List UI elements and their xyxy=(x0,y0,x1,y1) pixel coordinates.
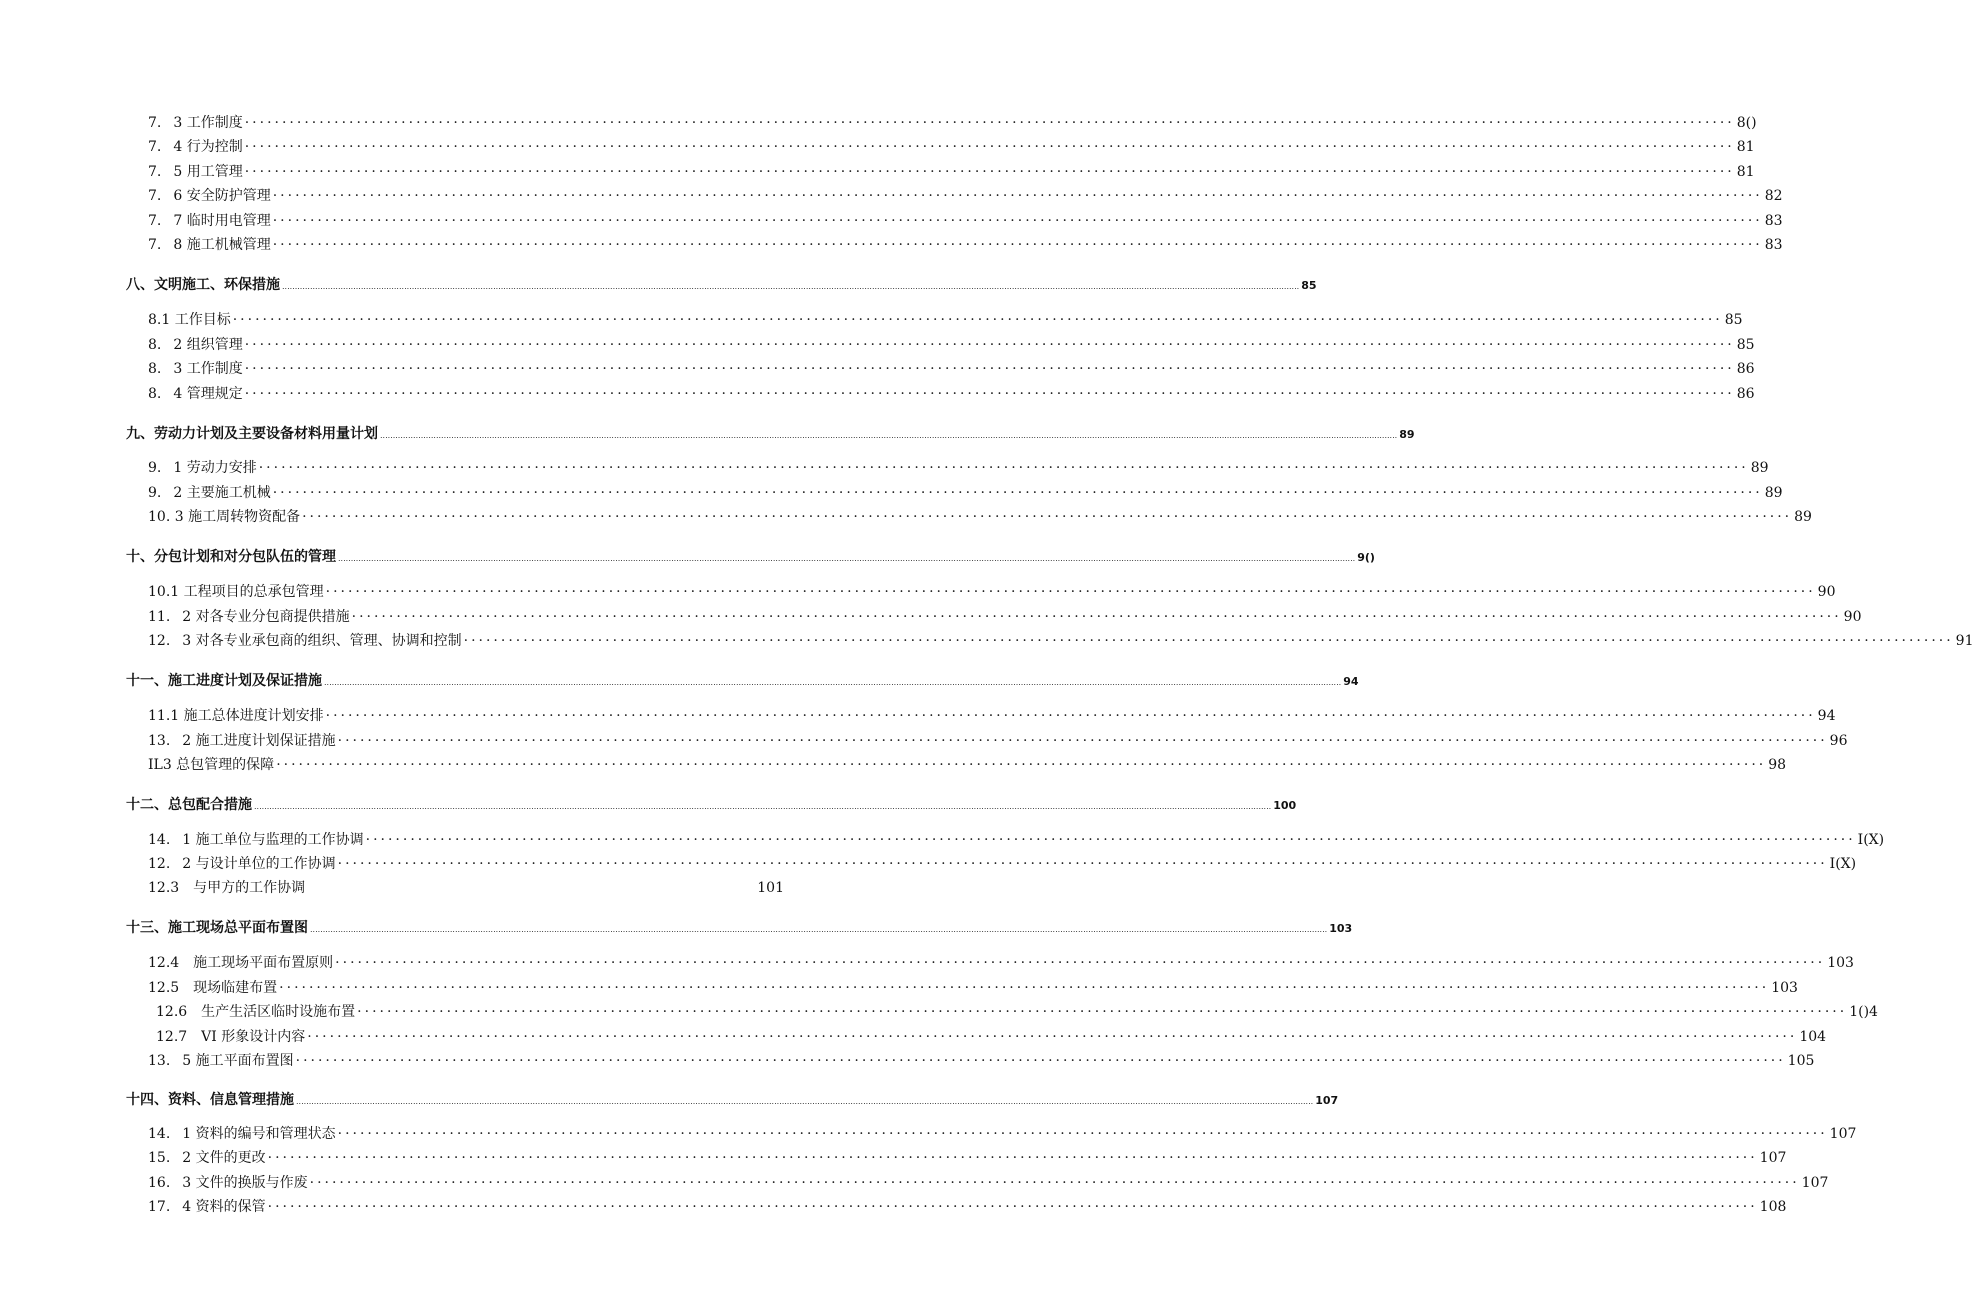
dot-leader: ................................................................................................................................................................................................................................................................................................................................................................................................................ xyxy=(296,1097,1314,1106)
toc-section-entry[interactable] xyxy=(126,1090,1339,1110)
entry-title: 十、分包计划和对分包队伍的管理 xyxy=(126,549,336,565)
page-number: 103 xyxy=(1827,955,1854,971)
dot-leader: ········································································································································································································ xyxy=(244,337,1735,353)
entry-title: IL3 总包管理的保障 xyxy=(148,757,275,773)
page-number: 89 xyxy=(1794,509,1812,525)
dot-leader: ········································································································································································································ xyxy=(244,139,1735,155)
toc-subsection-entry[interactable] xyxy=(148,458,1769,478)
page-number: 100 xyxy=(1273,799,1297,812)
page-number: 94 xyxy=(1817,708,1836,724)
entry-number: 12. xyxy=(148,856,171,872)
dot-leader: ········································································································································································································ xyxy=(279,980,1770,996)
toc-subsection-entry[interactable] xyxy=(148,359,1755,379)
entry-number: 8. xyxy=(148,386,162,402)
dot-leader: ········································································································································································································ xyxy=(272,188,1763,204)
page-number: 105 xyxy=(1787,1053,1815,1069)
entry-title: 现场临建布置 xyxy=(193,980,278,996)
entry-number: 15. xyxy=(148,1150,171,1166)
entry-number: 13. xyxy=(148,733,171,749)
entry-number: 7. xyxy=(148,188,162,204)
entry-title: 6 安全防护管理 xyxy=(173,188,271,204)
entry-title: 2 与设计单位的工作协调 xyxy=(182,856,336,872)
entry-title: 施工现场平面布置原则 xyxy=(193,955,334,971)
entry-title: 2 组织管理 xyxy=(173,337,243,353)
toc-subsection-entry[interactable] xyxy=(148,235,1783,255)
entry-title: 十三、施工现场总平面布置图 xyxy=(126,920,308,936)
toc-subsection-entry[interactable] xyxy=(148,211,1783,231)
entry-title: 10. 3 施工周转物资配备 xyxy=(148,509,301,525)
entry-number: 7. xyxy=(148,237,162,253)
entry-title: 3 文件的换版与作废 xyxy=(182,1175,308,1191)
dot-leader: ········································································································································································································ xyxy=(244,115,1735,131)
page-number: 89 xyxy=(1750,460,1769,476)
page-number: I(X) xyxy=(1829,856,1857,872)
dot-leader: ········································································································································································································ xyxy=(463,633,1954,649)
page-number: 107 xyxy=(1759,1150,1787,1166)
toc-subsection-entry[interactable] xyxy=(148,162,1755,182)
dot-leader: ................................................................................................................................................................................................................................................................................................................................................................................................................ xyxy=(310,925,1328,934)
toc-subsection-entry[interactable] xyxy=(148,830,1885,850)
toc-subsection-entry[interactable] xyxy=(148,978,1798,998)
toc-subsection-entry[interactable] xyxy=(148,953,1854,973)
page-number: 82 xyxy=(1764,188,1783,204)
toc-subsection-entry[interactable] xyxy=(148,582,1836,602)
toc-subsection-entry[interactable] xyxy=(148,607,1862,627)
entry-number: 11. xyxy=(148,609,171,625)
dot-leader: ········································································································································································································ xyxy=(267,1199,1758,1215)
entry-title: 3 工作制度 xyxy=(173,115,243,131)
page-number: 86 xyxy=(1736,386,1755,402)
entry-number: 12.4 xyxy=(148,955,180,971)
dot-leader: ········································································································································································································ xyxy=(309,1175,1800,1191)
entry-title: 十二、总包配合措施 xyxy=(126,797,252,813)
toc-subsection-entry[interactable] xyxy=(148,310,1743,330)
page-number: 103 xyxy=(1329,922,1353,935)
entry-title: 3 对各专业承包商的组织、管理、协调和控制 xyxy=(182,633,462,649)
toc-subsection-entry[interactable] xyxy=(148,755,1787,775)
entry-title: 7 临时用电管理 xyxy=(173,213,271,229)
toc-subsection-entry[interactable] xyxy=(148,1124,1857,1144)
page-number: 107 xyxy=(1801,1175,1829,1191)
entry-number: 17. xyxy=(148,1199,171,1215)
entry-number: 13. xyxy=(148,1053,171,1069)
entry-title: 11.1 施工总体进度计划安排 xyxy=(148,708,324,724)
dot-leader: ········································································································································································································ xyxy=(276,757,1767,773)
entry-title: 2 对各专业分包商提供措施 xyxy=(182,609,350,625)
entry-title: 2 主要施工机械 xyxy=(173,485,271,501)
entry-title: 1 资料的编号和管理状态 xyxy=(182,1126,336,1142)
toc-section-entry[interactable] xyxy=(126,275,1317,295)
page-number: 81 xyxy=(1736,164,1755,180)
toc-subsection-entry[interactable] xyxy=(148,1197,1787,1217)
page-number: 104 xyxy=(1799,1029,1827,1045)
dot-leader: ................................................................................................................................................................................................................................................................................................................................................................................................................ xyxy=(380,431,1398,440)
entry-title: 2 施工进度计划保证措施 xyxy=(182,733,336,749)
dot-leader: ········································································································································································································ xyxy=(272,213,1763,229)
page-number: 91 xyxy=(1955,633,1974,649)
entry-title: 生产生活区临时设施布置 xyxy=(201,1004,356,1020)
entry-number: 16. xyxy=(148,1175,171,1191)
page-number: 103 xyxy=(1771,980,1798,996)
dot-leader: ········································································································································································································ xyxy=(244,164,1735,180)
entry-number: 7. xyxy=(148,164,162,180)
dot-leader: ········································································································································································································ xyxy=(335,955,1826,971)
entry-number: 7. xyxy=(148,115,162,131)
page-number: 89 xyxy=(1399,428,1415,441)
entry-number: 7. xyxy=(148,213,162,229)
toc-subsection-entry[interactable] xyxy=(148,137,1755,157)
toc-subsection-entry[interactable] xyxy=(148,1173,1829,1193)
dot-leader: ········································································································································································································ xyxy=(295,1053,1786,1069)
toc-subsection-entry[interactable] xyxy=(148,186,1783,206)
entry-title: 十四、资料、信息管理措施 xyxy=(126,1092,294,1108)
page-number: 96 xyxy=(1829,733,1848,749)
entry-number: 12.7 xyxy=(156,1029,188,1045)
toc-subsection-entry[interactable] xyxy=(148,1148,1787,1168)
entry-title: 10.1 工程项目的总承包管理 xyxy=(148,584,324,600)
entry-number: 8. xyxy=(148,337,162,353)
toc-subsection-entry[interactable] xyxy=(148,113,1757,133)
page-number: 85 xyxy=(1736,337,1755,353)
toc-section-entry[interactable] xyxy=(126,424,1415,444)
entry-title: 1 施工单位与监理的工作协调 xyxy=(182,832,364,848)
entry-number: 12.6 xyxy=(156,1004,188,1020)
entry-title: 4 资料的保管 xyxy=(182,1199,266,1215)
entry-title: 4 管理规定 xyxy=(173,386,243,402)
entry-title: 与甲方的工作协调 xyxy=(193,880,306,896)
entry-number: 9. xyxy=(148,460,162,476)
toc-subsection-entry[interactable] xyxy=(148,384,1755,404)
page-number: 86 xyxy=(1736,361,1755,377)
page-number: 83 xyxy=(1764,237,1783,253)
entry-title: 八、文明施工、环保措施 xyxy=(126,277,280,293)
page-number: 1()4 xyxy=(1849,1004,1878,1020)
page-number: 90 xyxy=(1817,584,1836,600)
page-number: 81 xyxy=(1736,139,1755,155)
dot-leader: ................................................................................................................................................................................................................................................................................................................................................................................................................ xyxy=(324,678,1342,687)
dot-leader: ................................................................................................................................................................................................................................................................................................................................................................................................................ xyxy=(338,554,1356,563)
entry-number: 12.3 xyxy=(148,880,180,896)
page-number: 9() xyxy=(1357,551,1375,564)
dot-leader: ········································································································································································································ xyxy=(244,386,1735,402)
entry-number: 14. xyxy=(148,1126,171,1142)
dot-leader: ········································································································································································································ xyxy=(337,856,1828,872)
toc-section-entry[interactable] xyxy=(126,918,1353,938)
page-number: 107 xyxy=(1315,1094,1339,1107)
page-number: 85 xyxy=(1724,312,1743,328)
toc-subsection-entry[interactable] xyxy=(148,878,784,898)
page-number: 101 xyxy=(757,880,784,896)
page-number: 83 xyxy=(1764,213,1783,229)
toc-subsection-entry[interactable] xyxy=(156,1002,1878,1022)
toc-subsection-entry[interactable] xyxy=(148,1051,1815,1071)
entry-title: 3 工作制度 xyxy=(173,361,243,377)
entry-title: 十一、施工进度计划及保证措施 xyxy=(126,673,322,689)
page-number: 90 xyxy=(1843,609,1862,625)
toc-subsection-entry[interactable] xyxy=(148,706,1836,726)
dot-leader: ········································································································································································································ xyxy=(302,509,1793,525)
entry-title: 8.1 工作目标 xyxy=(148,312,231,328)
dot-leader: ········································································································································································································ xyxy=(357,1004,1848,1020)
entry-number: 7. xyxy=(148,139,162,155)
dot-leader: ········································································································································································································ xyxy=(337,733,1828,749)
entry-number: 12.5 xyxy=(148,980,180,996)
entry-title: 九、劳动力计划及主要设备材料用量计划 xyxy=(126,426,378,442)
entry-title: 2 文件的更改 xyxy=(182,1150,266,1166)
page-number: 94 xyxy=(1343,675,1359,688)
page-number: 8() xyxy=(1736,115,1757,131)
page-number: 98 xyxy=(1768,757,1787,773)
dot-leader: ········································································································································································································ xyxy=(325,708,1816,724)
toc-subsection-entry[interactable] xyxy=(148,483,1783,503)
entry-number: 9. xyxy=(148,485,162,501)
dot-leader: ········································································································································································································ xyxy=(351,609,1842,625)
dot-leader: ········································································································································································································ xyxy=(258,460,1749,476)
entry-title: 5 施工平面布置图 xyxy=(182,1053,294,1069)
dot-leader: ········································································································································································································ xyxy=(272,237,1763,253)
dot-leader: ................................................................................................................................................................................................................................................................................................................................................................................................................ xyxy=(282,282,1300,291)
dot-leader: ········································································································································································································ xyxy=(365,832,1856,848)
toc-subsection-entry[interactable] xyxy=(148,731,1848,751)
page-number: 85 xyxy=(1301,279,1317,292)
page-number: 89 xyxy=(1764,485,1783,501)
page-number: 107 xyxy=(1829,1126,1857,1142)
toc-section-entry[interactable] xyxy=(126,547,1375,567)
page-number: 108 xyxy=(1759,1199,1787,1215)
toc-subsection-entry[interactable] xyxy=(148,507,1812,527)
entry-title: 1 劳动力安排 xyxy=(173,460,257,476)
entry-number: 14. xyxy=(148,832,171,848)
dot-leader: ········································································································································································································ xyxy=(272,485,1763,501)
dot-leader: ········································································································································································································ xyxy=(267,1150,1758,1166)
dot-leader: ········································································································································································································ xyxy=(232,312,1723,328)
page-number: I(X) xyxy=(1857,832,1885,848)
dot-leader: ········································································································································································································ xyxy=(307,1029,1798,1045)
toc-subsection-entry[interactable] xyxy=(156,1027,1827,1047)
dot-leader: ········································································································································································································ xyxy=(337,1126,1828,1142)
entry-title: 8 施工机械管理 xyxy=(173,237,271,253)
entry-title: VI 形象设计内容 xyxy=(201,1029,306,1045)
dot-leader: ········································································································································································································ xyxy=(325,584,1816,600)
toc-subsection-entry[interactable] xyxy=(148,335,1755,355)
entry-number: 8. xyxy=(148,361,162,377)
dot-leader: ········································································································································································································ xyxy=(244,361,1735,377)
entry-title: 5 用工管理 xyxy=(173,164,243,180)
toc-section-entry[interactable] xyxy=(126,671,1359,691)
dot-leader: ................................................................................................................................................................................................................................................................................................................................................................................................................ xyxy=(254,802,1272,811)
entry-number: 12. xyxy=(148,633,171,649)
toc-subsection-entry[interactable] xyxy=(148,631,1974,651)
toc-subsection-entry[interactable] xyxy=(148,854,1857,874)
entry-title: 4 行为控制 xyxy=(173,139,243,155)
toc-section-entry[interactable] xyxy=(126,795,1297,815)
